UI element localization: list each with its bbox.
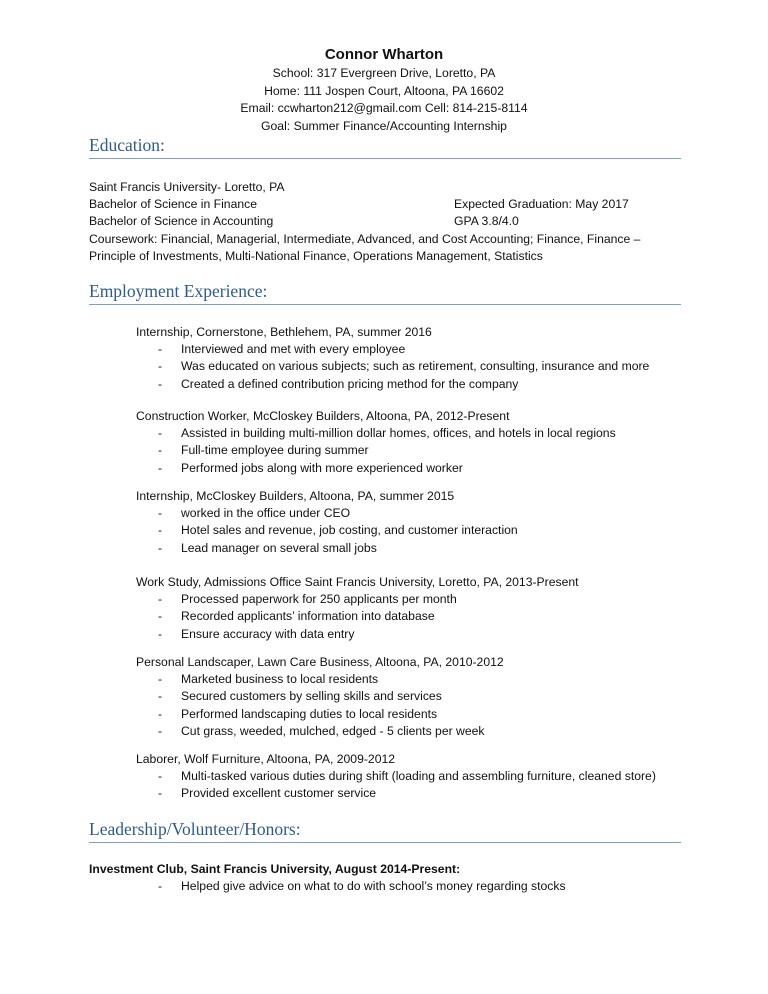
job-bullet: - Lead manager on several small jobs [158, 540, 377, 555]
education-degree-row-1 [89, 196, 689, 213]
job-bullet: - Recorded applicants’ information into database [158, 609, 435, 624]
gpa: GPA 3.8/4.0 [454, 214, 519, 229]
job-mccloskey-internship [136, 488, 696, 557]
job-bullet: - Hotel sales and revenue, job costing, and customer interaction [158, 523, 518, 538]
job-bullet: - Assisted in building multi-million dollar homes, offices, and hotels in local regions [158, 426, 616, 441]
home-address: Home: 111 Jospen Court, Altoona, PA 16602 [264, 83, 504, 98]
job-bullet: - Processed paperwork for 250 applicants per month [158, 592, 457, 607]
candidate-name: Connor Wharton [324, 46, 444, 63]
job-heading: Laborer, Wolf Furniture, Altoona, PA, 2009-2012 [136, 752, 396, 766]
leadership-role-heading: Investment Club, Saint Francis University, August 2014-Present: [89, 862, 461, 876]
education-school: Saint Francis University- Loretto, PA [89, 180, 285, 194]
leadership-bullet: - Helped give advice on what to do with school’s money regarding stocks [158, 879, 566, 894]
job-bullet: - Marketed business to local residents [158, 672, 379, 687]
education-block [89, 179, 689, 265]
job-cornerstone-internship [136, 324, 696, 393]
job-personal-landscaper [136, 654, 696, 740]
degree-accounting: Bachelor of Science in Accounting [89, 214, 274, 229]
job-bullet: - Full-time employee during summer [158, 443, 369, 458]
job-laborer [136, 751, 696, 803]
coursework-line-2: Principle of Investments, Multi-National Finance, Operations Management, Statistics [89, 248, 543, 263]
employment-heading: Employment Experience: [89, 280, 681, 305]
job-work-study [136, 574, 696, 643]
education-degree-row-2 [89, 213, 689, 230]
job-bullet: - Multi-tasked various duties during shift (loading and assembling furniture, cleaned store) [158, 769, 656, 784]
education-heading: Education: [89, 134, 681, 159]
resume-header [0, 45, 768, 135]
leadership-block [89, 861, 689, 895]
job-bullet: - worked in the office under CEO [158, 506, 351, 521]
coursework-line-1: Coursework: Financial, Managerial, Intermediate, Advanced, and Cost Accounting; Finance, Finance – [89, 231, 641, 246]
school-address: School: 317 Evergreen Drive, Loretto, PA [272, 66, 496, 80]
job-heading: Construction Worker, McCloskey Builders, Altoona, PA, 2012-Present [136, 409, 510, 423]
job-heading: Work Study, Admissions Office Saint Francis University, Loretto, PA, 2013-Present [136, 575, 579, 589]
job-bullet: - Cut grass, weeded, mulched, edged - 5 clients per week [158, 723, 485, 738]
expected-graduation: Expected Graduation: May 2017 [454, 197, 629, 212]
job-bullet: - Interviewed and met with every employee [158, 342, 406, 357]
job-bullet: - Ensure accuracy with data entry [158, 626, 355, 641]
leadership-heading: Leadership/Volunteer/Honors: [89, 818, 681, 843]
job-bullet: - Provided excellent customer service [158, 786, 377, 801]
contact-info: Email: ccwharton212@gmail.com Cell: 814-215-8114 [240, 101, 528, 115]
job-construction-worker [136, 408, 696, 477]
job-heading: Internship, Cornerstone, Bethlehem, PA, summer 2016 [136, 325, 432, 339]
job-bullet: - Performed jobs along with more experienced worker [158, 460, 463, 475]
job-bullet: - Secured customers by selling skills and services [158, 689, 442, 704]
degree-finance: Bachelor of Science in Finance [89, 197, 258, 212]
job-heading: Internship, McCloskey Builders, Altoona, PA, summer 2015 [136, 489, 455, 503]
job-heading: Personal Landscaper, Lawn Care Business, Altoona, PA, 2010-2012 [136, 655, 504, 669]
job-bullet: - Created a defined contribution pricing method for the company [158, 376, 519, 391]
job-bullet: - Performed landscaping duties to local residents [158, 706, 438, 721]
job-bullet: - Was educated on various subjects; such as retirement, consulting, insurance and more [158, 359, 650, 374]
career-goal: Goal: Summer Finance/Accounting Internship [261, 118, 507, 133]
